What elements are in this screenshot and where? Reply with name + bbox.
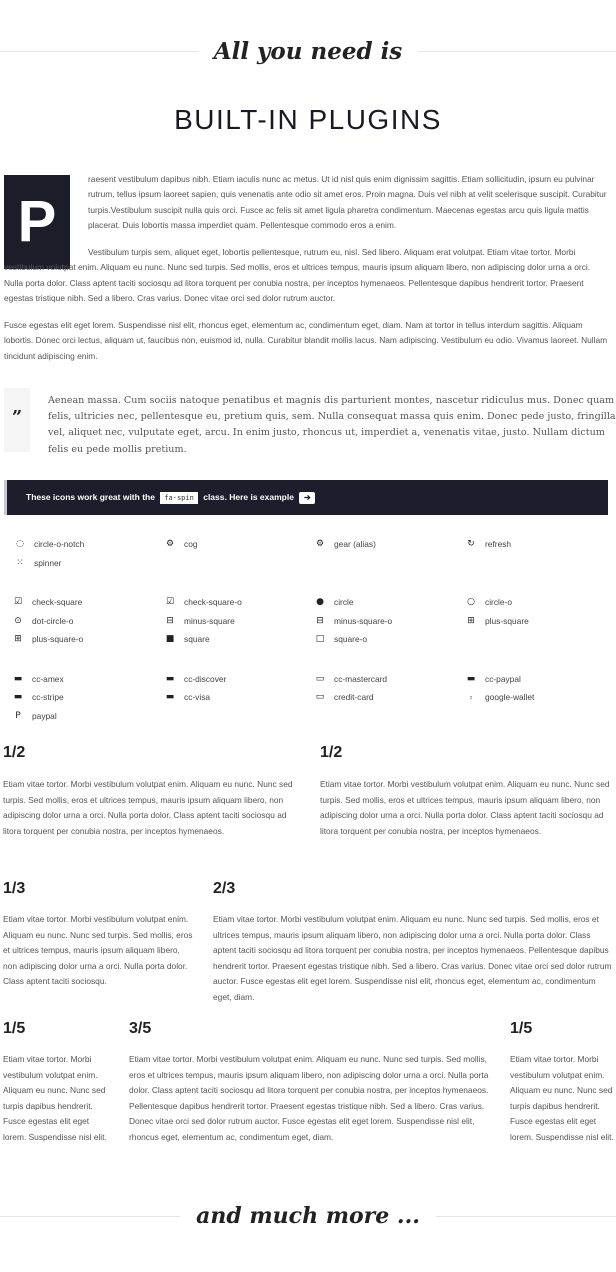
icon-item bbox=[465, 674, 521, 684]
icon-label: dot-circle-o bbox=[32, 616, 74, 626]
page-title: BUILT-IN PLUGINS bbox=[174, 104, 442, 135]
banner-text-before: These icons work great with the bbox=[26, 492, 155, 502]
section-kicker-bottom bbox=[0, 1203, 616, 1229]
banner-code: fa-spin bbox=[160, 492, 198, 504]
minus-square-icon: ⊟ bbox=[166, 616, 174, 626]
footer-kicker-text: and much more ... bbox=[196, 1203, 420, 1229]
icon-label: cc-amex bbox=[32, 674, 64, 684]
plus-square-icon: ⊞ bbox=[467, 616, 475, 626]
icon-item bbox=[12, 616, 73, 626]
refresh-icon: ↻ bbox=[467, 539, 475, 549]
divider-line-left bbox=[0, 51, 198, 52]
column-text-half-a: Etiam vitae tortor. Morbi vestibulum volutpat enim. Aliquam eu nunc. Nunc sed turpis. Sed mollis, eros et ultrices tempus, mauris ipsum aliquam libero, non adipiscing dolor urna a orci. Nulla porta dolor. Class aptent taciti sociosqu ad litora torquent per conubia nostra, per inceptos hymenaeos. bbox=[3, 779, 293, 836]
icon-item bbox=[465, 539, 511, 549]
column-heading-three-fifths: 3/5 bbox=[129, 1020, 152, 1037]
gear-icon: ⚙ bbox=[315, 539, 325, 549]
icon-label: check-square-o bbox=[184, 597, 242, 607]
dropcap-paragraph-2: Vestibulum turpis sem, aliquet eget, lobortis pellentesque, rutrum eu, nisl. Sed libero. Aliquam erat volutpat. Etiam vitae tortor. Morbi vestibulum volutpat enim. Aliquam eu nunc. Nunc sed turpis. Sed mollis, eros et ultrices tempus, mauris ipsum aliquam libero, non adipiscing dolor urna a orci. Nulla porta dolor. Class aptent taciti sociosqu ad litora torquent per conubia nostra, per inceptos hymenaeos. Pellentesque dapibus hendrerit tortor. Praesent egestas tristique nibh. Sed a libero. Cras varius. Donec vitae orci sed dolor rutrum auctor. bbox=[4, 247, 591, 304]
icon-label: cc-stripe bbox=[32, 692, 64, 702]
icon-label: check-square bbox=[32, 597, 83, 607]
cc-mastercard-icon: ▭ bbox=[315, 674, 325, 684]
banner-accent bbox=[4, 480, 7, 515]
icon-label: circle-o-notch bbox=[34, 539, 85, 549]
circle-o-notch-icon: ◌ bbox=[16, 539, 24, 549]
cc-stripe-icon: ▬ bbox=[13, 692, 23, 702]
google-wallet-icon: ⨾ bbox=[470, 692, 472, 702]
plus-square-o-icon: ⊞ bbox=[14, 634, 22, 644]
check-square-o-icon: ☑ bbox=[165, 597, 175, 607]
icon-label: credit-card bbox=[334, 692, 374, 702]
icon-item bbox=[14, 558, 61, 568]
icon-item bbox=[314, 674, 387, 684]
icon-label: cc-paypal bbox=[485, 674, 521, 684]
icon-label: square-o bbox=[334, 634, 368, 644]
column-heading-fifth-a: 1/5 bbox=[3, 1020, 26, 1037]
spinner-icon: ⁙ bbox=[16, 558, 24, 568]
square-icon: ■ bbox=[165, 634, 175, 644]
icon-label: google-wallet bbox=[485, 692, 535, 702]
column-text-third: Etiam vitae tortor. Morbi vestibulum volutpat enim. Aliquam eu nunc. Nunc sed turpis. Sed mollis, eros et ultrices tempus, mauris ipsum aliquam libero, non adipiscing dolor urna a orci. Nulla porta dolor. Class aptent taciti sociosqu. bbox=[3, 914, 193, 987]
icon-item bbox=[164, 634, 210, 644]
divider-line-right bbox=[436, 1216, 616, 1217]
icon-label: cc-visa bbox=[184, 692, 211, 702]
square-o-icon: □ bbox=[315, 634, 325, 644]
column-heading-half-b: 1/2 bbox=[320, 744, 343, 761]
icon-label: paypal bbox=[32, 711, 57, 721]
icon-item bbox=[164, 674, 226, 684]
cog-icon: ⚙ bbox=[165, 539, 175, 549]
cc-paypal-icon: ▬ bbox=[466, 674, 476, 684]
section-kicker-top bbox=[0, 38, 616, 65]
column-heading-third: 1/3 bbox=[3, 880, 26, 897]
icon-label: minus-square-o bbox=[334, 616, 393, 626]
banner-text bbox=[26, 480, 315, 515]
banner-text-after: class. Here is example bbox=[203, 492, 294, 502]
icon-item bbox=[12, 634, 83, 644]
icon-label: circle-o bbox=[485, 597, 512, 607]
dropcap-paragraph-3: Fusce egestas elit eget lorem. Suspendisse nisl elit, rhoncus eget, elementum ac, condimentum eget, diam. Nam at tortor in tellus interdum sagittis. Aliquam lobortis. Donec orci lectus, aliquam ut, faucibus non, euismod id, nulla. Curabitur blandit mollis lacus. Nam adipiscing. Vestibulum eu odio. Vivamus laoreet. Nullam tincidunt adipiscing enim. bbox=[4, 320, 608, 361]
cc-visa-icon: ▬ bbox=[165, 692, 175, 702]
spin-info-banner bbox=[4, 480, 608, 515]
icon-item bbox=[465, 616, 529, 626]
column-text-fifth-b: Etiam vitae tortor. Morbi vestibulum volutpat enim. Aliquam eu nunc. Nunc sed turpis dapibus hendrerit. Fusce egestas elit eget lorem. Suspendisse nisl elit. bbox=[510, 1054, 614, 1142]
credit-card-icon: ▭ bbox=[315, 692, 325, 702]
icon-label: circle bbox=[334, 597, 354, 607]
arrow-right-icon[interactable]: ➔ bbox=[299, 492, 315, 504]
icon-item bbox=[12, 674, 64, 684]
column-heading-half-a: 1/2 bbox=[3, 744, 26, 761]
icon-item bbox=[314, 634, 367, 644]
icon-item bbox=[12, 692, 64, 702]
icon-item bbox=[12, 711, 57, 721]
icon-item bbox=[465, 597, 512, 607]
cc-amex-icon: ▬ bbox=[13, 674, 23, 684]
quote-text: Aenean massa. Cum sociis natoque penatibus et magnis dis parturient montes, nascetur ridiculus mus. Donec quam felis, ultricies nec, pellentesque eu, pretium quis, sem. Nulla consequat massa quis enim. Donec pede justo, fringilla vel, aliquet nec, vulputate eget, arcu. In enim justo, rhoncus ut, imperdiet a, venenatis vitae, justo. Nullam dictum felis eu pede mollis pretium. bbox=[48, 395, 616, 455]
minus-square-o-icon: ⊟ bbox=[316, 616, 324, 626]
circle-o-icon: ○ bbox=[467, 597, 475, 607]
icon-item bbox=[314, 692, 374, 702]
column-heading-two-thirds: 2/3 bbox=[213, 880, 236, 897]
icon-label: minus-square bbox=[184, 616, 235, 626]
kicker-text: All you need is bbox=[213, 38, 403, 65]
column-text-fifth-a: Etiam vitae tortor. Morbi vestibulum volutpat enim. Aliquam eu nunc. Nunc sed turpis dapibus hendrerit. Fusce egestas elit eget lorem. Suspendisse nisl elit. bbox=[3, 1054, 107, 1142]
icon-label: cc-discover bbox=[184, 674, 227, 684]
divider-line-right bbox=[418, 51, 616, 52]
icon-item bbox=[12, 597, 82, 607]
paypal-icon: P bbox=[15, 711, 21, 721]
divider-line-left bbox=[0, 1216, 180, 1217]
icon-label: refresh bbox=[485, 539, 512, 549]
dropcap-paragraph-1: raesent vestibulum dapibus nibh. Etiam iaculis nunc ac metus. Ut id nisl quis enim dignissim sagittis. Etiam sollicitudin, ipsum eu pulvinar rutrum, tellus ipsum laoreet sapien, quis venenatis ante odio sit amet eros. Proin magna. Duis vel nibh at velit scelerisque suscipit. Curabitur turpis.Vestibulum suscipit nulla quis orci. Fusce ac felis sit amet ligula pharetra condimentum. Maecenas egestas arcu quis ligula mattis placerat. Duis lobortis massa imperdiet quam. Pellentesque commodo eros a enim. bbox=[88, 174, 607, 231]
column-text-three-fifths: Etiam vitae tortor. Morbi vestibulum volutpat enim. Aliquam eu nunc. Nunc sed turpis. Sed mollis, eros et ultrices tempus, mauris ipsum aliquam libero, non adipiscing dolor urna a orci. Nulla porta dolor. Class aptent taciti sociosqu ad litora torquent per conubia nostra, per inceptos hymenaeos. Pellentesque dapibus hendrerit tortor. Praesent egestas tristique nibh. Sed a libero. Cras varius. Donec vitae orci sed dolor rutrum auctor. Fusce egestas elit eget lorem. Suspendisse nisl elit, rhoncus eget, elementum ac, condimentum eget, diam. bbox=[129, 1054, 489, 1142]
icon-item bbox=[314, 597, 354, 607]
icon-label: plus-square-o bbox=[32, 634, 84, 644]
column-text-two-thirds: Etiam vitae tortor. Morbi vestibulum volutpat enim. Aliquam eu nunc. Nunc sed turpis. Sed mollis, eros et ultrices tempus, mauris ipsum aliquam libero, non adipiscing dolor urna a orci. Nulla porta dolor. Class aptent taciti sociosqu ad litora torquent per conubia nostra, per inceptos hymenaeos. Pellentesque dapibus hendrerit tortor. Praesent egestas tristique nibh. Sed a libero. Cras varius. Donec vitae orci sed dolor rutrum auctor. Fusce egestas elit eget lorem. Suspendisse nisl elit, rhoncus eget, elementum ac, condimentum eget, diam. bbox=[213, 914, 612, 1002]
icon-item bbox=[465, 692, 534, 702]
icon-item bbox=[14, 539, 84, 549]
check-square-icon: ☑ bbox=[13, 597, 23, 607]
icon-item bbox=[164, 692, 210, 702]
cc-discover-icon: ▬ bbox=[165, 674, 175, 684]
icon-label: cog bbox=[184, 539, 198, 549]
icon-item bbox=[314, 539, 376, 549]
icon-item bbox=[164, 539, 198, 549]
icon-label: square bbox=[184, 634, 210, 644]
icon-item bbox=[314, 616, 392, 626]
quote-icon: ” bbox=[4, 388, 30, 452]
icon-item bbox=[164, 616, 235, 626]
icon-label: plus-square bbox=[485, 616, 529, 626]
icon-label: gear (alias) bbox=[334, 539, 376, 549]
dropcap-letter: P bbox=[4, 175, 70, 269]
column-text-half-b: Etiam vitae tortor. Morbi vestibulum volutpat enim. Aliquam eu nunc. Nunc sed turpis. Sed mollis, eros et ultrices tempus, mauris ipsum aliquam libero, non adipiscing dolor urna a orci. Nulla porta dolor. Class aptent taciti sociosqu ad litora torquent per conubia nostra, per inceptos hymenaeos. bbox=[320, 779, 610, 836]
icon-label: spinner bbox=[34, 558, 62, 568]
dot-circle-o-icon: ⊙ bbox=[14, 616, 22, 626]
icon-item bbox=[164, 597, 242, 607]
circle-icon: ● bbox=[316, 597, 324, 607]
column-heading-fifth-b: 1/5 bbox=[510, 1020, 533, 1037]
icon-label: cc-mastercard bbox=[334, 674, 388, 684]
blockquote bbox=[4, 388, 616, 455]
